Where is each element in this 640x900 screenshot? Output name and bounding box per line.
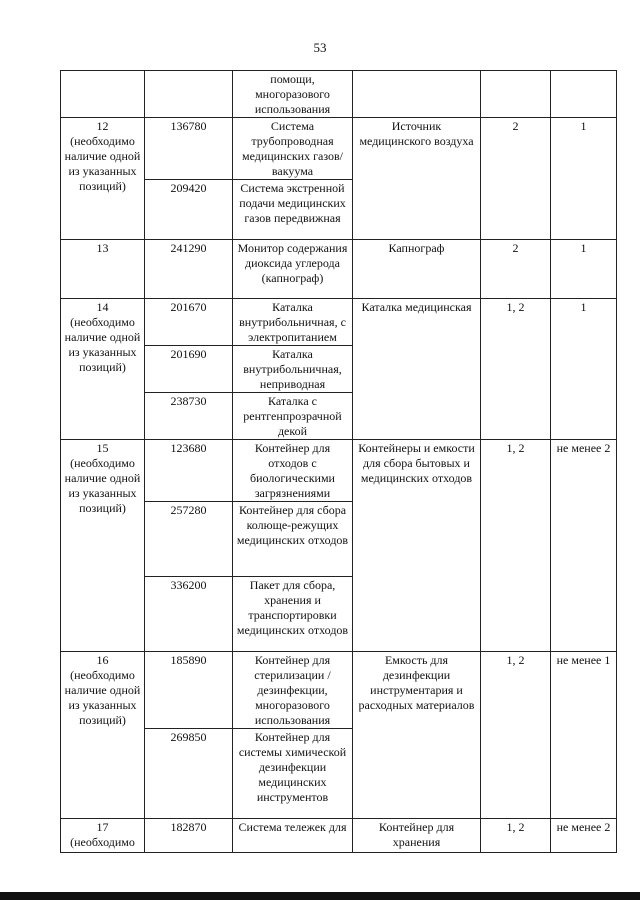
requirement-cell: 1, 2 xyxy=(481,652,551,819)
quantity-cell: не менее 2 xyxy=(551,440,617,652)
quantity-cell: 1 xyxy=(551,240,617,299)
table-row xyxy=(61,819,617,853)
code-cell: 209420 xyxy=(145,180,233,240)
description-cell: Источник медицинского воздуха xyxy=(353,118,481,240)
description-cell: Капнограф xyxy=(353,240,481,299)
requirement-cell xyxy=(481,71,551,118)
name-cell: Каталка внутрибольничная, неприводная xyxy=(233,346,353,393)
name-cell: Система экстренной подачи медицинских газов передвижная xyxy=(233,180,353,240)
quantity-cell: 1 xyxy=(551,299,617,440)
code-cell: 257280 xyxy=(145,502,233,577)
row-number-cell xyxy=(61,71,145,118)
code-cell: 241290 xyxy=(145,240,233,299)
code-cell: 123680 xyxy=(145,440,233,502)
name-cell: Система тележек для xyxy=(233,819,353,853)
name-cell: Каталка с рентгенпрозрачной декой xyxy=(233,393,353,440)
row-number-cell: 17 (необходимо xyxy=(61,819,145,853)
row-number-cell: 14 (необходимо наличие одной из указанных позиций) xyxy=(61,299,145,440)
name-cell: Пакет для сбора, хранения и транспортировки медицинских отходов xyxy=(233,577,353,652)
scan-edge xyxy=(0,892,640,900)
row-number-cell: 12 (необходимо наличие одной из указанных позиций) xyxy=(61,118,145,240)
name-cell: Контейнер для сбора колюще-режущих медицинских отходов xyxy=(233,502,353,577)
table-row xyxy=(61,299,617,346)
requirement-cell: 2 xyxy=(481,118,551,240)
page-number: 53 xyxy=(313,40,327,55)
row-number-cell: 15 (необходимо наличие одной из указанных позиций) xyxy=(61,440,145,652)
table-row xyxy=(61,440,617,502)
code-cell xyxy=(145,71,233,118)
equipment-table xyxy=(60,70,617,853)
code-cell: 238730 xyxy=(145,393,233,440)
quantity-cell: не менее 2 xyxy=(551,819,617,853)
code-cell: 201690 xyxy=(145,346,233,393)
code-cell: 182870 xyxy=(145,819,233,853)
description-cell: Каталка медицинская xyxy=(353,299,481,440)
requirement-cell: 1, 2 xyxy=(481,440,551,652)
description-cell: Емкость для дезинфекции инструментария и расходных материалов xyxy=(353,652,481,819)
row-number-cell: 16 (необходимо наличие одной из указанных позиций) xyxy=(61,652,145,819)
requirement-cell: 1, 2 xyxy=(481,819,551,853)
description-cell xyxy=(353,71,481,118)
table-row xyxy=(61,652,617,729)
table-row xyxy=(61,118,617,180)
requirement-cell: 1, 2 xyxy=(481,299,551,440)
name-cell: Монитор содержания диоксида углерода (капнограф) xyxy=(233,240,353,299)
code-cell: 201670 xyxy=(145,299,233,346)
description-cell: Контейнеры и емкости для сбора бытовых и медицинских отходов xyxy=(353,440,481,652)
name-cell: помощи, многоразового использования xyxy=(233,71,353,118)
quantity-cell: не менее 1 xyxy=(551,652,617,819)
table-row xyxy=(61,240,617,299)
name-cell: Система трубопроводная медицинских газов/вакуума xyxy=(233,118,353,180)
requirement-cell: 2 xyxy=(481,240,551,299)
name-cell: Контейнер для системы химической дезинфекции медицинских инструментов xyxy=(233,729,353,819)
code-cell: 269850 xyxy=(145,729,233,819)
code-cell: 336200 xyxy=(145,577,233,652)
description-cell: Контейнер для хранения xyxy=(353,819,481,853)
row-number-cell: 13 xyxy=(61,240,145,299)
quantity-cell xyxy=(551,71,617,118)
code-cell: 136780 xyxy=(145,118,233,180)
name-cell: Каталка внутрибольничная, с электропитанием xyxy=(233,299,353,346)
table-row xyxy=(61,71,617,118)
name-cell: Контейнер для стерилизации /дезинфекции, многоразового использования xyxy=(233,652,353,729)
quantity-cell: 1 xyxy=(551,118,617,240)
name-cell: Контейнер для отходов с биологическими загрязнениями xyxy=(233,440,353,502)
code-cell: 185890 xyxy=(145,652,233,729)
